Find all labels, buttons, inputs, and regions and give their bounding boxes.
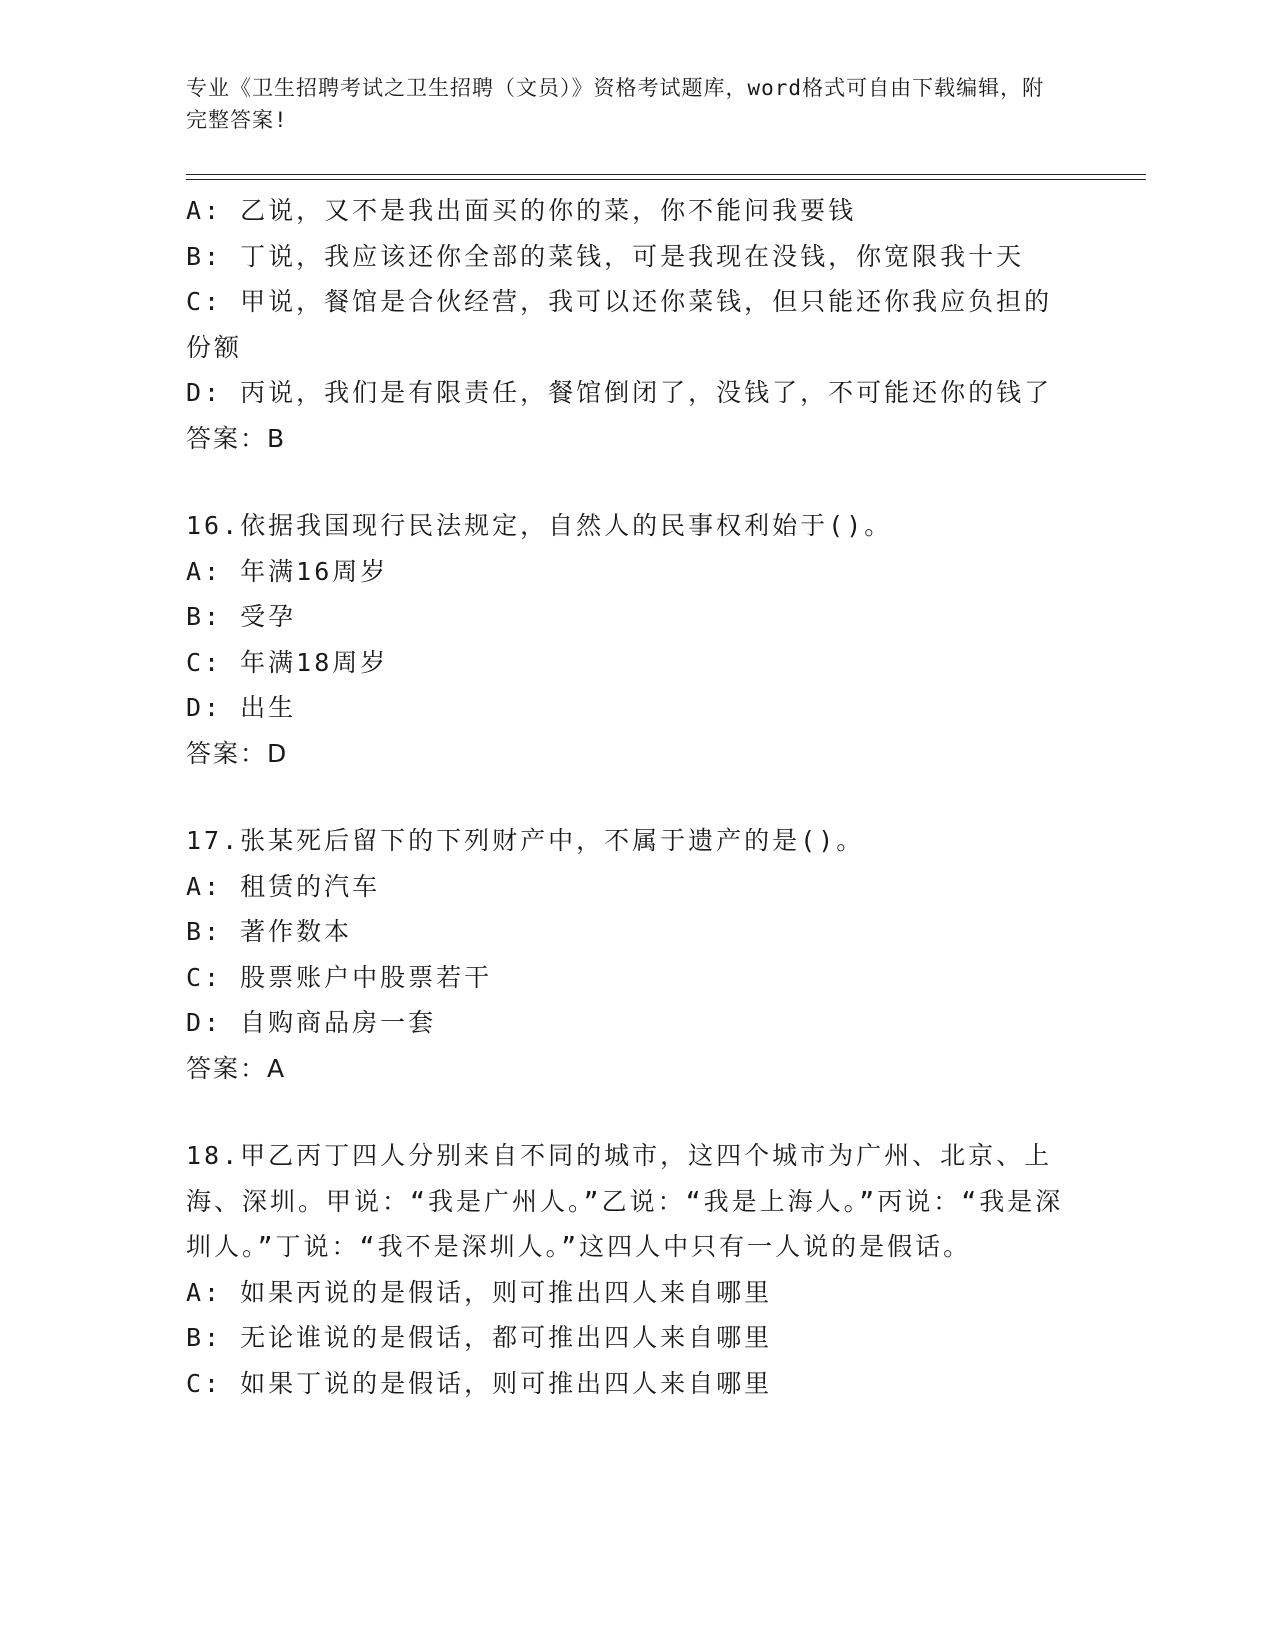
option-b: B: 丁说，我应该还你全部的菜钱，可是我现在没钱，你宽限我十天 — [186, 241, 1025, 271]
option-c: C: 股票账户中股票若干 — [186, 962, 493, 992]
document-page — [186, 72, 1146, 1406]
document-header: 专业《卫生招聘考试之卫生招聘（文员）》资格考试题库，word格式可自由下载编辑，附完整答案! — [186, 76, 1045, 132]
option-a: A: 如果丙说的是假话，则可推出四人来自哪里 — [186, 1277, 773, 1307]
question-block-prev — [186, 188, 1066, 461]
answer-line: 答案：B — [186, 423, 287, 453]
header-double-rule — [186, 174, 1146, 180]
question-list — [186, 188, 1066, 1406]
option-a: A: 年满16周岁 — [186, 556, 389, 586]
option-d: D: 丙说，我们是有限责任，餐馆倒闭了，没钱了，不可能还你的钱了 — [186, 378, 1053, 407]
option-c: C: 如果丁说的是假话，则可推出四人来自哪里 — [186, 1368, 773, 1398]
option-c: C: 年满18周岁 — [186, 647, 389, 677]
option-c: C: 甲说，餐馆是合伙经营，我可以还你菜钱，但只能还你我应负担的份额 — [186, 287, 1053, 362]
question-block-16 — [186, 503, 1066, 776]
option-b: B: 受孕 — [186, 602, 297, 631]
question-block-17 — [186, 818, 1066, 1091]
option-b: B: 著作数本 — [186, 917, 353, 946]
option-b: B: 无论谁说的是假话，都可推出四人来自哪里 — [186, 1323, 773, 1352]
question-block-18 — [186, 1133, 1066, 1406]
option-d: D: 出生 — [186, 693, 297, 722]
answer-line: 答案：A — [186, 1053, 287, 1083]
option-a: A: 乙说，又不是我出面买的你的菜，你不能问我要钱 — [186, 196, 857, 225]
question-stem: 17.张某死后留下的下列财产中，不属于遗产的是()。 — [186, 826, 865, 855]
option-a: A: 租赁的汽车 — [186, 871, 381, 901]
answer-line: 答案：D — [186, 738, 289, 768]
question-stem: 18.甲乙丙丁四人分别来自不同的城市，这四个城市为广州、北京、上海、深圳。甲说：“我是广州人。”乙说：“我是上海人。”丙说：“我是深圳人。”丁说：“我不是深圳人。”这四人中只有一人说的是假话。 — [186, 1141, 1064, 1261]
question-stem: 16.依据我国现行民法规定，自然人的民事权利始于()。 — [186, 511, 893, 540]
option-d: D: 自购商品房一套 — [186, 1008, 437, 1037]
